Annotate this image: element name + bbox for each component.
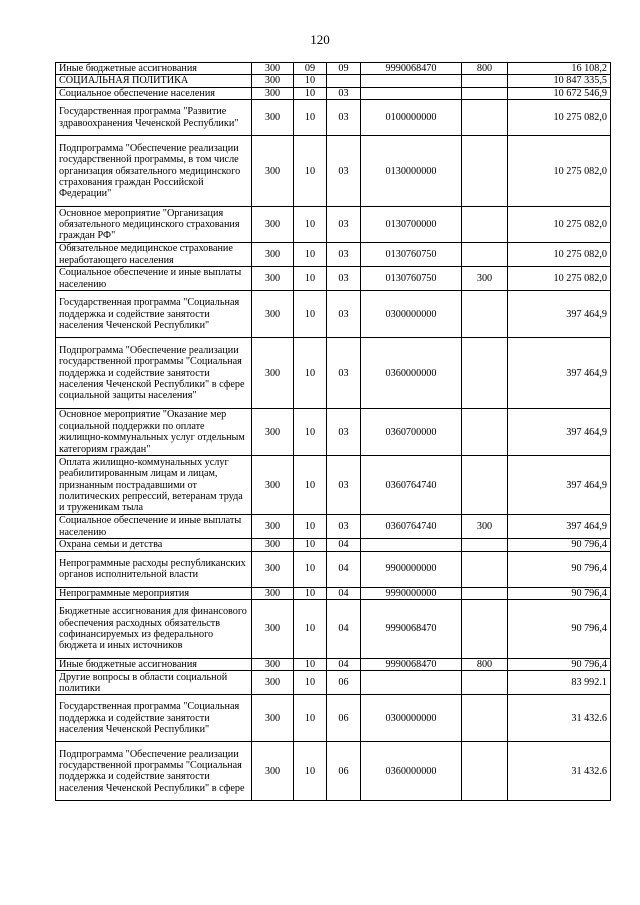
ministry-code-cell: 300 xyxy=(252,456,294,515)
expense-type-code-cell: 300 xyxy=(462,515,508,539)
expense-type-code-cell xyxy=(462,695,508,742)
amount-cell: 90 796,4 xyxy=(508,587,611,599)
section-code-cell: 10 xyxy=(294,409,327,456)
ministry-code-cell: 300 xyxy=(252,600,294,659)
section-code-cell: 09 xyxy=(294,63,327,75)
ministry-code-cell: 300 xyxy=(252,100,294,136)
amount-cell: 10 275 082,0 xyxy=(508,243,611,267)
subsection-code-cell: 03 xyxy=(327,291,361,338)
amount-cell: 397 464,9 xyxy=(508,291,611,338)
subsection-code-cell: 03 xyxy=(327,87,361,99)
row-name-cell: Основное мероприятие "Организация обязательного медицинского страхования граждан РФ" xyxy=(56,207,252,243)
table-row xyxy=(56,742,611,801)
row-name-cell: Иные бюджетные ассигнования xyxy=(56,63,252,75)
amount-cell: 31 432.6 xyxy=(508,695,611,742)
table-row xyxy=(56,87,611,99)
ministry-code-cell: 300 xyxy=(252,87,294,99)
subsection-code-cell: 04 xyxy=(327,587,361,599)
row-name-cell: Подпрограмма "Обеспечение реализации государственной программы "Социальная поддержка и содействие занятости населения Чеченской Республики" в сфере xyxy=(56,742,252,801)
ministry-code-cell: 300 xyxy=(252,671,294,695)
expense-type-code-cell: 800 xyxy=(462,63,508,75)
target-code-cell: 0360764740 xyxy=(361,456,462,515)
subsection-code-cell: 09 xyxy=(327,63,361,75)
section-code-cell: 10 xyxy=(294,742,327,801)
table-row xyxy=(56,587,611,599)
section-code-cell: 10 xyxy=(294,515,327,539)
ministry-code-cell: 300 xyxy=(252,291,294,338)
target-code-cell: 9990068470 xyxy=(361,659,462,671)
target-code-cell: 0360000000 xyxy=(361,742,462,801)
target-code-cell: 9900000000 xyxy=(361,551,462,587)
expense-type-code-cell xyxy=(462,539,508,551)
target-code-cell: 0360000000 xyxy=(361,338,462,409)
ministry-code-cell: 300 xyxy=(252,742,294,801)
row-name-cell: Иные бюджетные ассигнования xyxy=(56,659,252,671)
subsection-code-cell: 03 xyxy=(327,456,361,515)
section-code-cell: 10 xyxy=(294,600,327,659)
expense-type-code-cell xyxy=(462,100,508,136)
section-code-cell: 10 xyxy=(294,456,327,515)
table-row xyxy=(56,207,611,243)
subsection-code-cell: 06 xyxy=(327,671,361,695)
row-name-cell: Подпрограмма "Обеспечение реализации государственной программы "Социальная поддержка и содействие занятости населения Чеченской Республики" в сфере социальной защиты населения" xyxy=(56,338,252,409)
target-code-cell xyxy=(361,539,462,551)
subsection-code-cell: 03 xyxy=(327,207,361,243)
expense-type-code-cell xyxy=(462,671,508,695)
row-name-cell: Государственная программа "Развитие здравоохранения Чеченской Республики" xyxy=(56,100,252,136)
table-row xyxy=(56,456,611,515)
amount-cell: 10 275 082,0 xyxy=(508,267,611,291)
amount-cell: 10 275 082,0 xyxy=(508,207,611,243)
table-row xyxy=(56,671,611,695)
section-code-cell: 10 xyxy=(294,338,327,409)
expense-type-code-cell xyxy=(462,75,508,87)
page-number: 120 xyxy=(310,32,330,47)
target-code-cell: 0300000000 xyxy=(361,695,462,742)
table-row xyxy=(56,100,611,136)
amount-cell: 397 464,9 xyxy=(508,338,611,409)
row-name-cell: Государственная программа "Социальная поддержка и содействие занятости населения Чеченской Республики" xyxy=(56,695,252,742)
expense-type-code-cell: 300 xyxy=(462,267,508,291)
ministry-code-cell: 300 xyxy=(252,243,294,267)
amount-cell: 90 796,4 xyxy=(508,600,611,659)
budget-table xyxy=(55,62,611,801)
section-code-cell: 10 xyxy=(294,695,327,742)
row-name-cell: Непрограммные расходы республиканских органов исполнительной власти xyxy=(56,551,252,587)
target-code-cell: 9990068470 xyxy=(361,600,462,659)
row-name-cell: Социальное обеспечение и иные выплаты населению xyxy=(56,515,252,539)
ministry-code-cell: 300 xyxy=(252,539,294,551)
ministry-code-cell: 300 xyxy=(252,587,294,599)
section-code-cell: 10 xyxy=(294,267,327,291)
ministry-code-cell: 300 xyxy=(252,695,294,742)
expense-type-code-cell xyxy=(462,456,508,515)
target-code-cell: 0300000000 xyxy=(361,291,462,338)
row-name-cell: Основное мероприятие "Оказание мер социальной поддержки по оплате жилищно-коммунальных услуг отдельным категориям граждан" xyxy=(56,409,252,456)
table-row xyxy=(56,600,611,659)
amount-cell: 90 796,4 xyxy=(508,551,611,587)
ministry-code-cell: 300 xyxy=(252,267,294,291)
row-name-cell: Непрограммные мероприятия xyxy=(56,587,252,599)
target-code-cell: 0360700000 xyxy=(361,409,462,456)
subsection-code-cell: 04 xyxy=(327,659,361,671)
amount-cell: 10 672 546,9 xyxy=(508,87,611,99)
row-name-cell: Другие вопросы в области социальной политики xyxy=(56,671,252,695)
expense-type-code-cell xyxy=(462,87,508,99)
expense-type-code-cell xyxy=(462,742,508,801)
table-row xyxy=(56,338,611,409)
row-name-cell: Государственная программа "Социальная поддержка и содействие занятости населения Чеченской Республики" xyxy=(56,291,252,338)
expense-type-code-cell xyxy=(462,587,508,599)
ministry-code-cell: 300 xyxy=(252,207,294,243)
subsection-code-cell: 03 xyxy=(327,515,361,539)
table-row xyxy=(56,539,611,551)
amount-cell: 397 464,9 xyxy=(508,456,611,515)
target-code-cell: 0130760750 xyxy=(361,243,462,267)
subsection-code-cell: 03 xyxy=(327,409,361,456)
section-code-cell: 10 xyxy=(294,87,327,99)
subsection-code-cell xyxy=(327,75,361,87)
target-code-cell: 0130760750 xyxy=(361,267,462,291)
section-code-cell: 10 xyxy=(294,207,327,243)
amount-cell: 90 796,4 xyxy=(508,659,611,671)
table-row xyxy=(56,243,611,267)
table-row xyxy=(56,659,611,671)
target-code-cell xyxy=(361,671,462,695)
amount-cell: 10 275 082,0 xyxy=(508,100,611,136)
row-name-cell: Социальное обеспечение и иные выплаты населению xyxy=(56,267,252,291)
expense-type-code-cell xyxy=(462,291,508,338)
expense-type-code-cell xyxy=(462,600,508,659)
target-code-cell xyxy=(361,75,462,87)
row-name-cell: СОЦИАЛЬНАЯ ПОЛИТИКА xyxy=(56,75,252,87)
amount-cell: 397 464,9 xyxy=(508,515,611,539)
subsection-code-cell: 03 xyxy=(327,136,361,207)
section-code-cell: 10 xyxy=(294,587,327,599)
table-row xyxy=(56,291,611,338)
amount-cell: 90 796,4 xyxy=(508,539,611,551)
expense-type-code-cell xyxy=(462,409,508,456)
amount-cell: 31 432.6 xyxy=(508,742,611,801)
row-name-cell: Подпрограмма "Обеспечение реализации государственной программы, в том числе организация обязательного медицинского страхования граждан Российской Федерации" xyxy=(56,136,252,207)
ministry-code-cell: 300 xyxy=(252,338,294,409)
amount-cell: 83 992.1 xyxy=(508,671,611,695)
section-code-cell: 10 xyxy=(294,539,327,551)
section-code-cell: 10 xyxy=(294,243,327,267)
amount-cell: 16 108,2 xyxy=(508,63,611,75)
ministry-code-cell: 300 xyxy=(252,409,294,456)
target-code-cell: 0100000000 xyxy=(361,100,462,136)
table-row xyxy=(56,695,611,742)
expense-type-code-cell xyxy=(462,207,508,243)
section-code-cell: 10 xyxy=(294,136,327,207)
expense-type-code-cell xyxy=(462,136,508,207)
row-name-cell: Обязательное медицинское страхование неработающего населения xyxy=(56,243,252,267)
subsection-code-cell: 03 xyxy=(327,338,361,409)
expense-type-code-cell xyxy=(462,338,508,409)
expense-type-code-cell xyxy=(462,551,508,587)
ministry-code-cell: 300 xyxy=(252,63,294,75)
subsection-code-cell: 03 xyxy=(327,100,361,136)
subsection-code-cell: 06 xyxy=(327,695,361,742)
subsection-code-cell: 03 xyxy=(327,243,361,267)
expense-type-code-cell: 800 xyxy=(462,659,508,671)
ministry-code-cell: 300 xyxy=(252,515,294,539)
table-row xyxy=(56,75,611,87)
table-row xyxy=(56,267,611,291)
table-row xyxy=(56,136,611,207)
ministry-code-cell: 300 xyxy=(252,136,294,207)
row-name-cell: Оплата жилищно-коммунальных услуг реабилитированным лицам и лицам, признанным пострадавшими от политических репрессий, ветеранам труда и труженикам тыла xyxy=(56,456,252,515)
table-row xyxy=(56,409,611,456)
row-name-cell: Бюджетные ассигнования для финансового обеспечения расходных обязательств софинансируемых из федерального бюджета и иных источников xyxy=(56,600,252,659)
subsection-code-cell: 04 xyxy=(327,551,361,587)
row-name-cell: Социальное обеспечение населения xyxy=(56,87,252,99)
section-code-cell: 10 xyxy=(294,291,327,338)
subsection-code-cell: 06 xyxy=(327,742,361,801)
amount-cell: 10 275 082,0 xyxy=(508,136,611,207)
table-row xyxy=(56,63,611,75)
section-code-cell: 10 xyxy=(294,659,327,671)
ministry-code-cell: 300 xyxy=(252,75,294,87)
section-code-cell: 10 xyxy=(294,75,327,87)
target-code-cell: 0130000000 xyxy=(361,136,462,207)
expense-type-code-cell xyxy=(462,243,508,267)
table-row xyxy=(56,551,611,587)
row-name-cell: Охрана семьи и детства xyxy=(56,539,252,551)
target-code-cell xyxy=(361,87,462,99)
subsection-code-cell: 04 xyxy=(327,600,361,659)
ministry-code-cell: 300 xyxy=(252,659,294,671)
target-code-cell: 0130700000 xyxy=(361,207,462,243)
amount-cell: 397 464,9 xyxy=(508,409,611,456)
target-code-cell: 0360764740 xyxy=(361,515,462,539)
section-code-cell: 10 xyxy=(294,551,327,587)
table-row xyxy=(56,515,611,539)
subsection-code-cell: 03 xyxy=(327,267,361,291)
subsection-code-cell: 04 xyxy=(327,539,361,551)
ministry-code-cell: 300 xyxy=(252,551,294,587)
target-code-cell: 9990068470 xyxy=(361,63,462,75)
section-code-cell: 10 xyxy=(294,671,327,695)
target-code-cell: 9990000000 xyxy=(361,587,462,599)
section-code-cell: 10 xyxy=(294,100,327,136)
amount-cell: 10 847 335,5 xyxy=(508,75,611,87)
